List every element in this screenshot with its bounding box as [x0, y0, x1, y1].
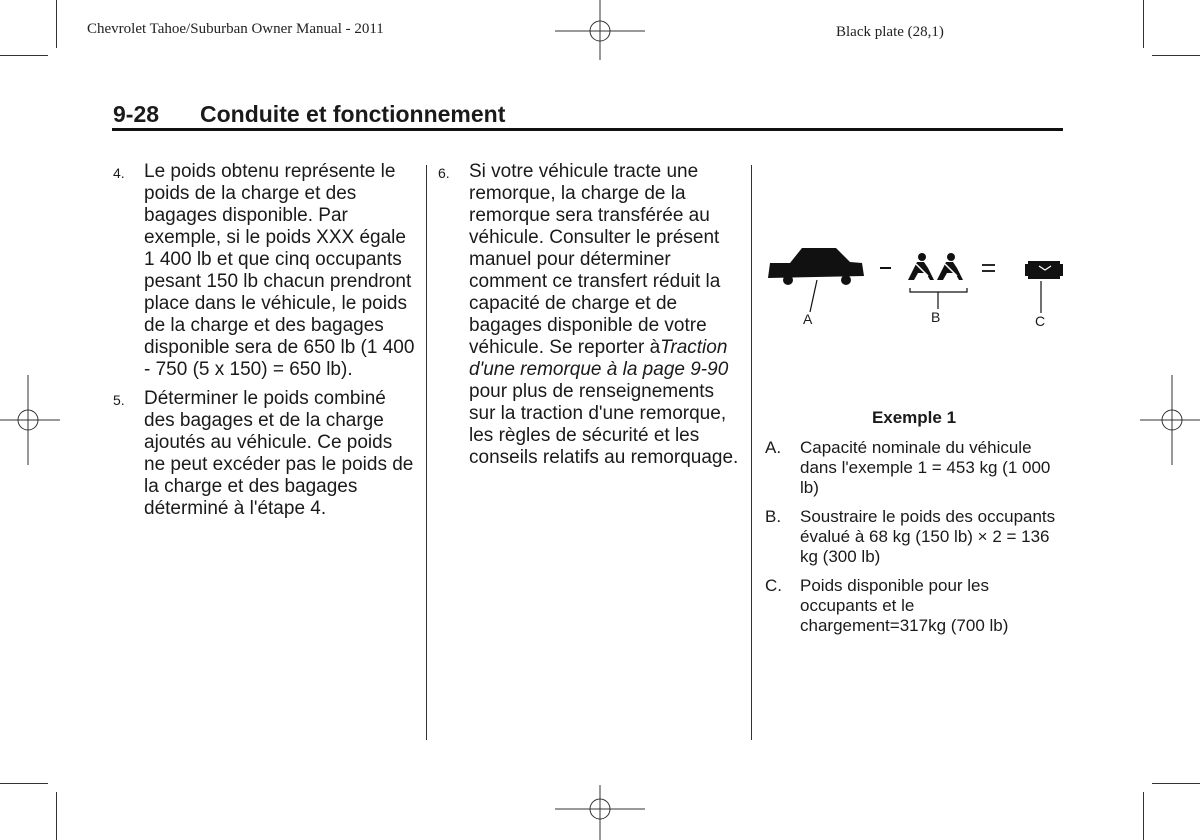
- registration-mark-icon: [0, 375, 60, 465]
- list-item: [438, 161, 743, 469]
- crop-mark: [56, 0, 57, 48]
- item-number: 4.: [113, 165, 125, 181]
- crop-mark: [1152, 55, 1200, 56]
- list-item: [113, 388, 418, 520]
- section-number: 9-28: [113, 101, 160, 127]
- legend-text: Poids disponible pour les occupants et le chargement=317kg (700 lb): [800, 576, 1009, 635]
- column-1: [113, 161, 418, 527]
- car-icon: [768, 248, 864, 312]
- crop-mark: [1143, 0, 1144, 48]
- item-number: 5.: [113, 392, 125, 408]
- registration-mark-icon: [555, 0, 645, 60]
- legend-item: [765, 507, 1065, 567]
- figure-label-c: C: [1035, 313, 1046, 329]
- legend-key: A.: [765, 438, 782, 457]
- page-reference-link[interactable]: Traction d'une remorque à la page 9-90: [469, 337, 729, 380]
- list-item: [113, 161, 418, 381]
- manual-title: Chevrolet Tahoe/Suburban Owner Manual - 2011: [87, 21, 384, 37]
- column-divider: [751, 165, 752, 740]
- item-number: 6.: [438, 165, 450, 181]
- registration-mark-icon: [1140, 375, 1200, 465]
- crop-mark: [1152, 783, 1200, 784]
- header-rule: [112, 128, 1063, 131]
- figure-label-a: A: [803, 311, 813, 327]
- legend-item: [765, 438, 1065, 498]
- item-text: [469, 161, 743, 469]
- figure-label-b: B: [931, 309, 941, 325]
- item-text-after: pour plus de renseignements sur la traction d'une remorque, les règles de sécurité et les conseils relatifs au remorquage.: [469, 381, 739, 468]
- crop-mark: [56, 792, 57, 840]
- legend-text: Soustraire le poids des occupants évalué à 68 kg (150 lb) × 2 = 136 kg (300 lb): [800, 507, 1056, 566]
- seated-occupants-icon: [908, 253, 967, 309]
- legend-item: [765, 576, 1065, 636]
- section-title: Conduite et fonctionnement: [200, 101, 506, 127]
- figure-legend: [765, 438, 1065, 645]
- crop-mark: [0, 783, 48, 784]
- column-divider: [426, 165, 427, 740]
- cargo-box-icon: [1025, 261, 1063, 313]
- plate-label: Black plate (28,1): [836, 24, 944, 40]
- column-2: [438, 161, 743, 476]
- legend-key: B.: [765, 507, 782, 526]
- crop-mark: [0, 55, 48, 56]
- legend-key: C.: [765, 576, 782, 595]
- figure-caption: Exemple 1: [871, 408, 957, 427]
- crop-mark: [1143, 792, 1144, 840]
- item-text-before: Si votre véhicule tracte une remorque, la charge de la remorque sera transférée au véhicule. Consulter le présent manuel pour déterminer comment ce transfert réduit la capacité de charge et de bagages disponible de votre véhicule. Se reporter à: [469, 161, 721, 358]
- legend-text: Capacité nominale du véhicule dans l'exemple 1 = 453 kg (1 000 lb): [800, 438, 1051, 497]
- item-text: Déterminer le poids combiné des bagages et de la charge ajoutés au véhicule. Ce poids ne peut excéder pas le poids de la charge et des bagages déterminé à l'étape 4.: [144, 388, 414, 519]
- item-text: Le poids obtenu représente le poids de la charge et des bagages disponible. Par exemple, si le poids XXX égale 1 400 lb et que cinq occupants pesant 150 lb chacun prendront place dans le véhicule, le poids de la charge et des bagages disponible sera de 650 lb (1 400 - 750 (5 x 150) = 650 lb).: [144, 161, 415, 380]
- registration-mark-icon: [555, 785, 645, 840]
